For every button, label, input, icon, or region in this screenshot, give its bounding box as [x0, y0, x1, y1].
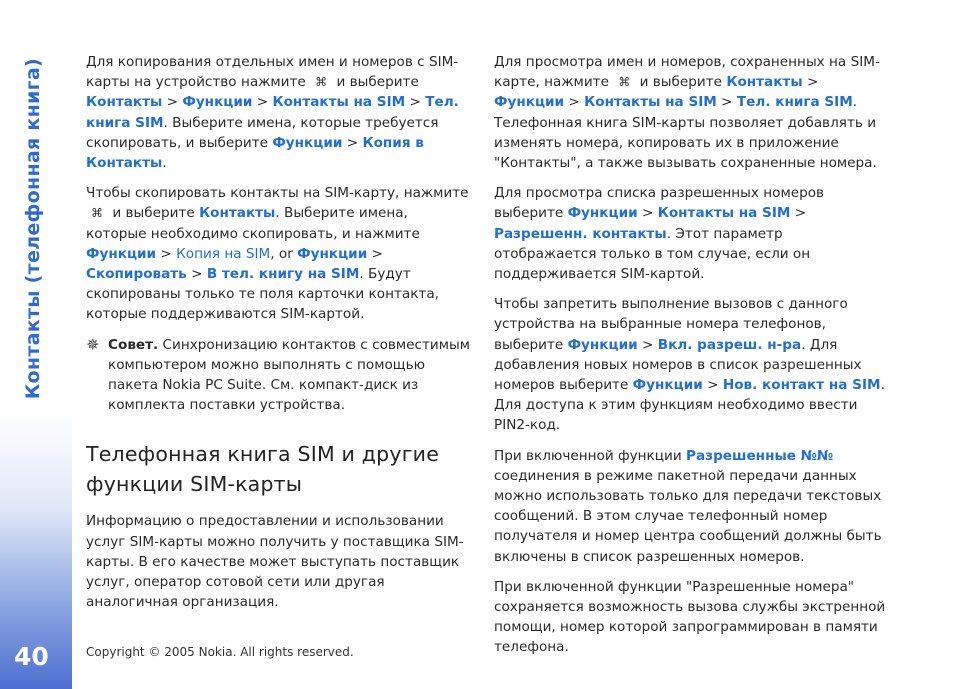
tip-bulb-icon: ✵ — [86, 334, 100, 354]
text: . Для доступа к этим функциям необходимо ввести PIN2-код. — [494, 377, 885, 434]
text: . Выберите имена, которые требуется скопировать, и выберите — [86, 114, 439, 151]
text: . Для добавления новых номеров в список разрешенных номеров выберите — [494, 336, 862, 394]
menu-item-sim-contacts: Контакты на SIM — [272, 94, 406, 111]
menu-item-sim-contacts: Контакты на SIM — [584, 94, 717, 111]
menu-item-enable-allowed: Вкл. разреш. н-ра — [657, 336, 802, 353]
text: Для просмотра списка разрешенных номеров выберите — [494, 185, 825, 222]
page-number: 40 — [14, 642, 49, 671]
text: . Этот параметр отображается только в том случае, если он поддерживается SIM-картой. — [494, 225, 811, 283]
paragraph-restrict-calls: Чтобы запретить выполнение вызовов с данного устройства на выбранные номера телефонов, выберите Функции > Вкл. разреш. н-ра. Для добавления новых номеров в список разрешенных номеров выберите Функции > Нов. контакт на SIM. Для доступа к этим функциям необходимо ввести PIN2-код. — [494, 296, 885, 434]
paragraph-copy-from-sim: Для копирования отдельных имен и номеров с SIM-карты на устройство нажмите ⌘ и выберите Контакты > Функции > Контакты на SIM > Тел. книга SIM. Выберите имена, которые требуется скопировать, и выберите Функции > Копия в Контакты. — [86, 54, 459, 172]
menu-key-icon: ⌘ — [315, 75, 328, 90]
menu-item-allowed-numbers: Разрешенные №№ — [686, 447, 834, 464]
text: и выберите — [112, 205, 195, 222]
menu-item-functions: Функции — [567, 336, 638, 353]
copyright: Copyright © 2005 Nokia. All rights reserved. — [86, 645, 354, 659]
chapter-title: Контакты (телефонная книга) — [22, 58, 44, 400]
menu-item-contacts: Контакты — [726, 74, 803, 91]
sidebar — [0, 0, 72, 689]
text: соединения в режиме пакетной передачи данных можно использовать только для передачи текстовых сообщений. В этом случае телефонный номер получателя и номер центра сообщений должны быть включены в список разрешенных номеров. — [494, 467, 882, 565]
tip-label: Совет. — [108, 336, 159, 353]
menu-item-functions: Функции — [632, 377, 703, 394]
text: . Выберите имена, которые необходимо скопировать, и нажмите — [86, 205, 420, 242]
right-column — [494, 52, 886, 668]
menu-key-icon: ⌘ — [618, 75, 631, 90]
paragraph-allowed-list: Для просмотра списка разрешенных номеров выберите Функции > Контакты на SIM > Разрешенн. контакты. Этот параметр отображается только в том случае, если он поддерживается SIM-картой. — [494, 185, 825, 283]
menu-item-functions: Функции — [272, 134, 343, 151]
paragraph-view-sim: Для просмотра имен и номеров, сохраненных на SIM-карте, нажмите ⌘ и выберите Контакты > Функции > Контакты на SIM > Тел. книга SIM. Телефонная книга SIM-карты позволяет добавлять и изменять номера, копировать их в приложение "Контакты", а также вызывать сохраненные номера. — [494, 54, 880, 172]
menu-item-contacts: Контакты — [199, 205, 276, 222]
paragraph-emergency: При включенной функции "Разрешенные номера" сохраняется возможность вызова службы экстренной помощи, номер которой запрограммирован в памяти телефона. — [494, 578, 886, 656]
text: Для копирования отдельных имен и номеров с SIM-карты на устройство нажмите — [86, 54, 459, 91]
left-column — [86, 52, 471, 622]
paragraph-copy-to-sim: Чтобы скопировать контакты на SIM-карту, нажмите ⌘ и выберите Контакты. Выберите имена, которые необходимо скопировать, и нажмите Функции > Копия на SIM, or Функции > Скопировать > В тел. книгу на SIM. Будут скопированы только те поля карточки контакта, которые поддерживаются SIM-картой. — [86, 185, 469, 323]
menu-item-functions: Функции — [494, 94, 565, 111]
menu-item-contacts: Контакты — [86, 94, 163, 111]
menu-item-sim-phonebook: Тел. книга SIM — [736, 94, 853, 111]
menu-item-functions: Функции — [567, 205, 638, 222]
menu-item-functions: Функции — [297, 245, 368, 262]
tip-box — [86, 335, 471, 416]
text: и выберите — [336, 74, 419, 91]
menu-item-to-sim-phonebook: В тел. книгу на SIM — [206, 266, 360, 283]
menu-item-functions: Функции — [86, 245, 157, 262]
menu-item-sim-contacts: Контакты на SIM — [657, 205, 791, 222]
text: При включенной функции — [494, 447, 682, 464]
text: Чтобы скопировать контакты на SIM-карту, нажмите — [86, 185, 469, 202]
text: Для просмотра имен и номеров, сохраненных на SIM-карте, нажмите — [494, 54, 880, 91]
text: Чтобы запретить выполнение вызовов с данного устройства на выбранные номера телефонов, выберите — [494, 296, 848, 353]
text: . Телефонная книга SIM-карты позволяет добавлять и изменять номера, копировать их в приложение "Контакты", а также вызывать сохраненные номера. — [494, 94, 877, 172]
menu-item-functions: Функции — [182, 94, 253, 111]
text: Синхронизацию контактов с совместимым компьютером можно выполнять с помощью пакета Nokia PC Suite. См. компакт-диск из комплекта поставки устройства. — [108, 336, 470, 414]
menu-item-sim-phonebook: Тел. книга SIM — [86, 94, 459, 131]
paragraph-allowed-numbers-data — [494, 446, 886, 567]
paragraph-sim-info: Информацию о предоставлении и использовании услуг SIM-карты можно получить у поставщика SIM-карты. В его качестве может выступать поставщик услуг, оператор сотовой сети или другая аналогичная организация. — [86, 513, 464, 611]
menu-item-allowed-contacts: Разрешенн. контакты — [494, 225, 667, 242]
text: . Будут скопированы только те поля карточки контакта, которые поддерживаются SIM-картой. — [86, 266, 439, 323]
tip-text — [108, 335, 471, 416]
text: и выберите — [639, 74, 722, 91]
menu-item-copy-to-sim: Копия на SIM — [176, 245, 271, 262]
menu-item-copy-to-contacts: Копия в Контакты — [86, 134, 424, 172]
text: , or — [270, 245, 293, 262]
section-heading: Телефонная книга SIM и другие функции SIM-карты — [86, 442, 440, 497]
menu-item-copy: Скопировать — [86, 266, 187, 283]
menu-item-new-sim-contact: Нов. контакт на SIM — [722, 377, 881, 394]
menu-key-icon: ⌘ — [91, 206, 103, 221]
